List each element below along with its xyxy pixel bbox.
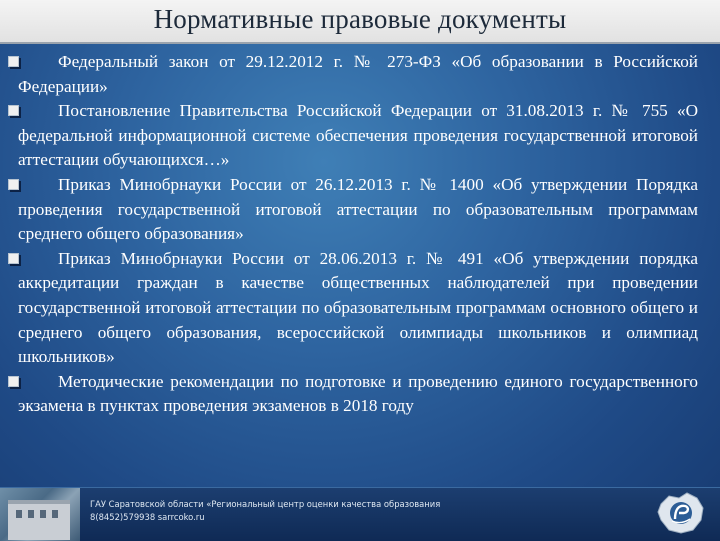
footer bbox=[0, 487, 720, 541]
list-item bbox=[8, 370, 698, 419]
footer-contact: 8(8452)579938 sarrcoko.ru bbox=[90, 512, 205, 522]
footer-org: ГАУ Саратовской области «Региональный центр оценки качества образования bbox=[90, 499, 441, 509]
checkbox-bullet-icon bbox=[8, 105, 19, 116]
list-item-text: Методические рекомендации по подготовке и проведению единого государственного экзамена в пунктах проведения экзаменов в 2018 году bbox=[18, 371, 698, 416]
list-item bbox=[8, 173, 698, 247]
list-item-text: Приказ Минобрнауки России от 26.12.2013 г. № 1400 «Об утверждении Порядка проведения государственной итоговой аттестации по образовательным программам среднего общего образования» bbox=[18, 174, 698, 244]
title-bar bbox=[0, 0, 720, 44]
list-item bbox=[8, 247, 698, 370]
document-list bbox=[8, 50, 698, 419]
list-item-text: Постановление Правительства Российской Федерации от 31.08.2013 г. № 755 «О федеральной информационной системе обеспечения проведения государственной итоговой аттестации обучающихся…» bbox=[18, 101, 698, 170]
list-item bbox=[8, 50, 698, 99]
list-item-text: Приказ Минобрнауки России от 28.06.2013 г. № 491 «Об утверждении порядка аккредитации граждан в качестве общественных наблюдателей при проведении государственной итоговой аттестации по образовательным программам основного общего и среднего общего образования, всероссийской олимпиады школьников и олимпиад школьников» bbox=[18, 248, 698, 367]
building-photo bbox=[0, 488, 80, 541]
checkbox-bullet-icon bbox=[8, 253, 19, 264]
slide-title: Нормативные правовые документы bbox=[153, 4, 567, 34]
checkbox-bullet-icon bbox=[8, 56, 19, 67]
list-item bbox=[8, 99, 698, 173]
list-item-text: Федеральный закон от 29.12.2012 г. № 273-ФЗ «Об образовании в Российской Федерации» bbox=[18, 52, 698, 96]
checkbox-bullet-icon bbox=[8, 376, 19, 387]
region-map-logo-icon bbox=[655, 490, 707, 536]
footer-info bbox=[90, 498, 440, 524]
checkbox-bullet-icon bbox=[8, 179, 19, 190]
